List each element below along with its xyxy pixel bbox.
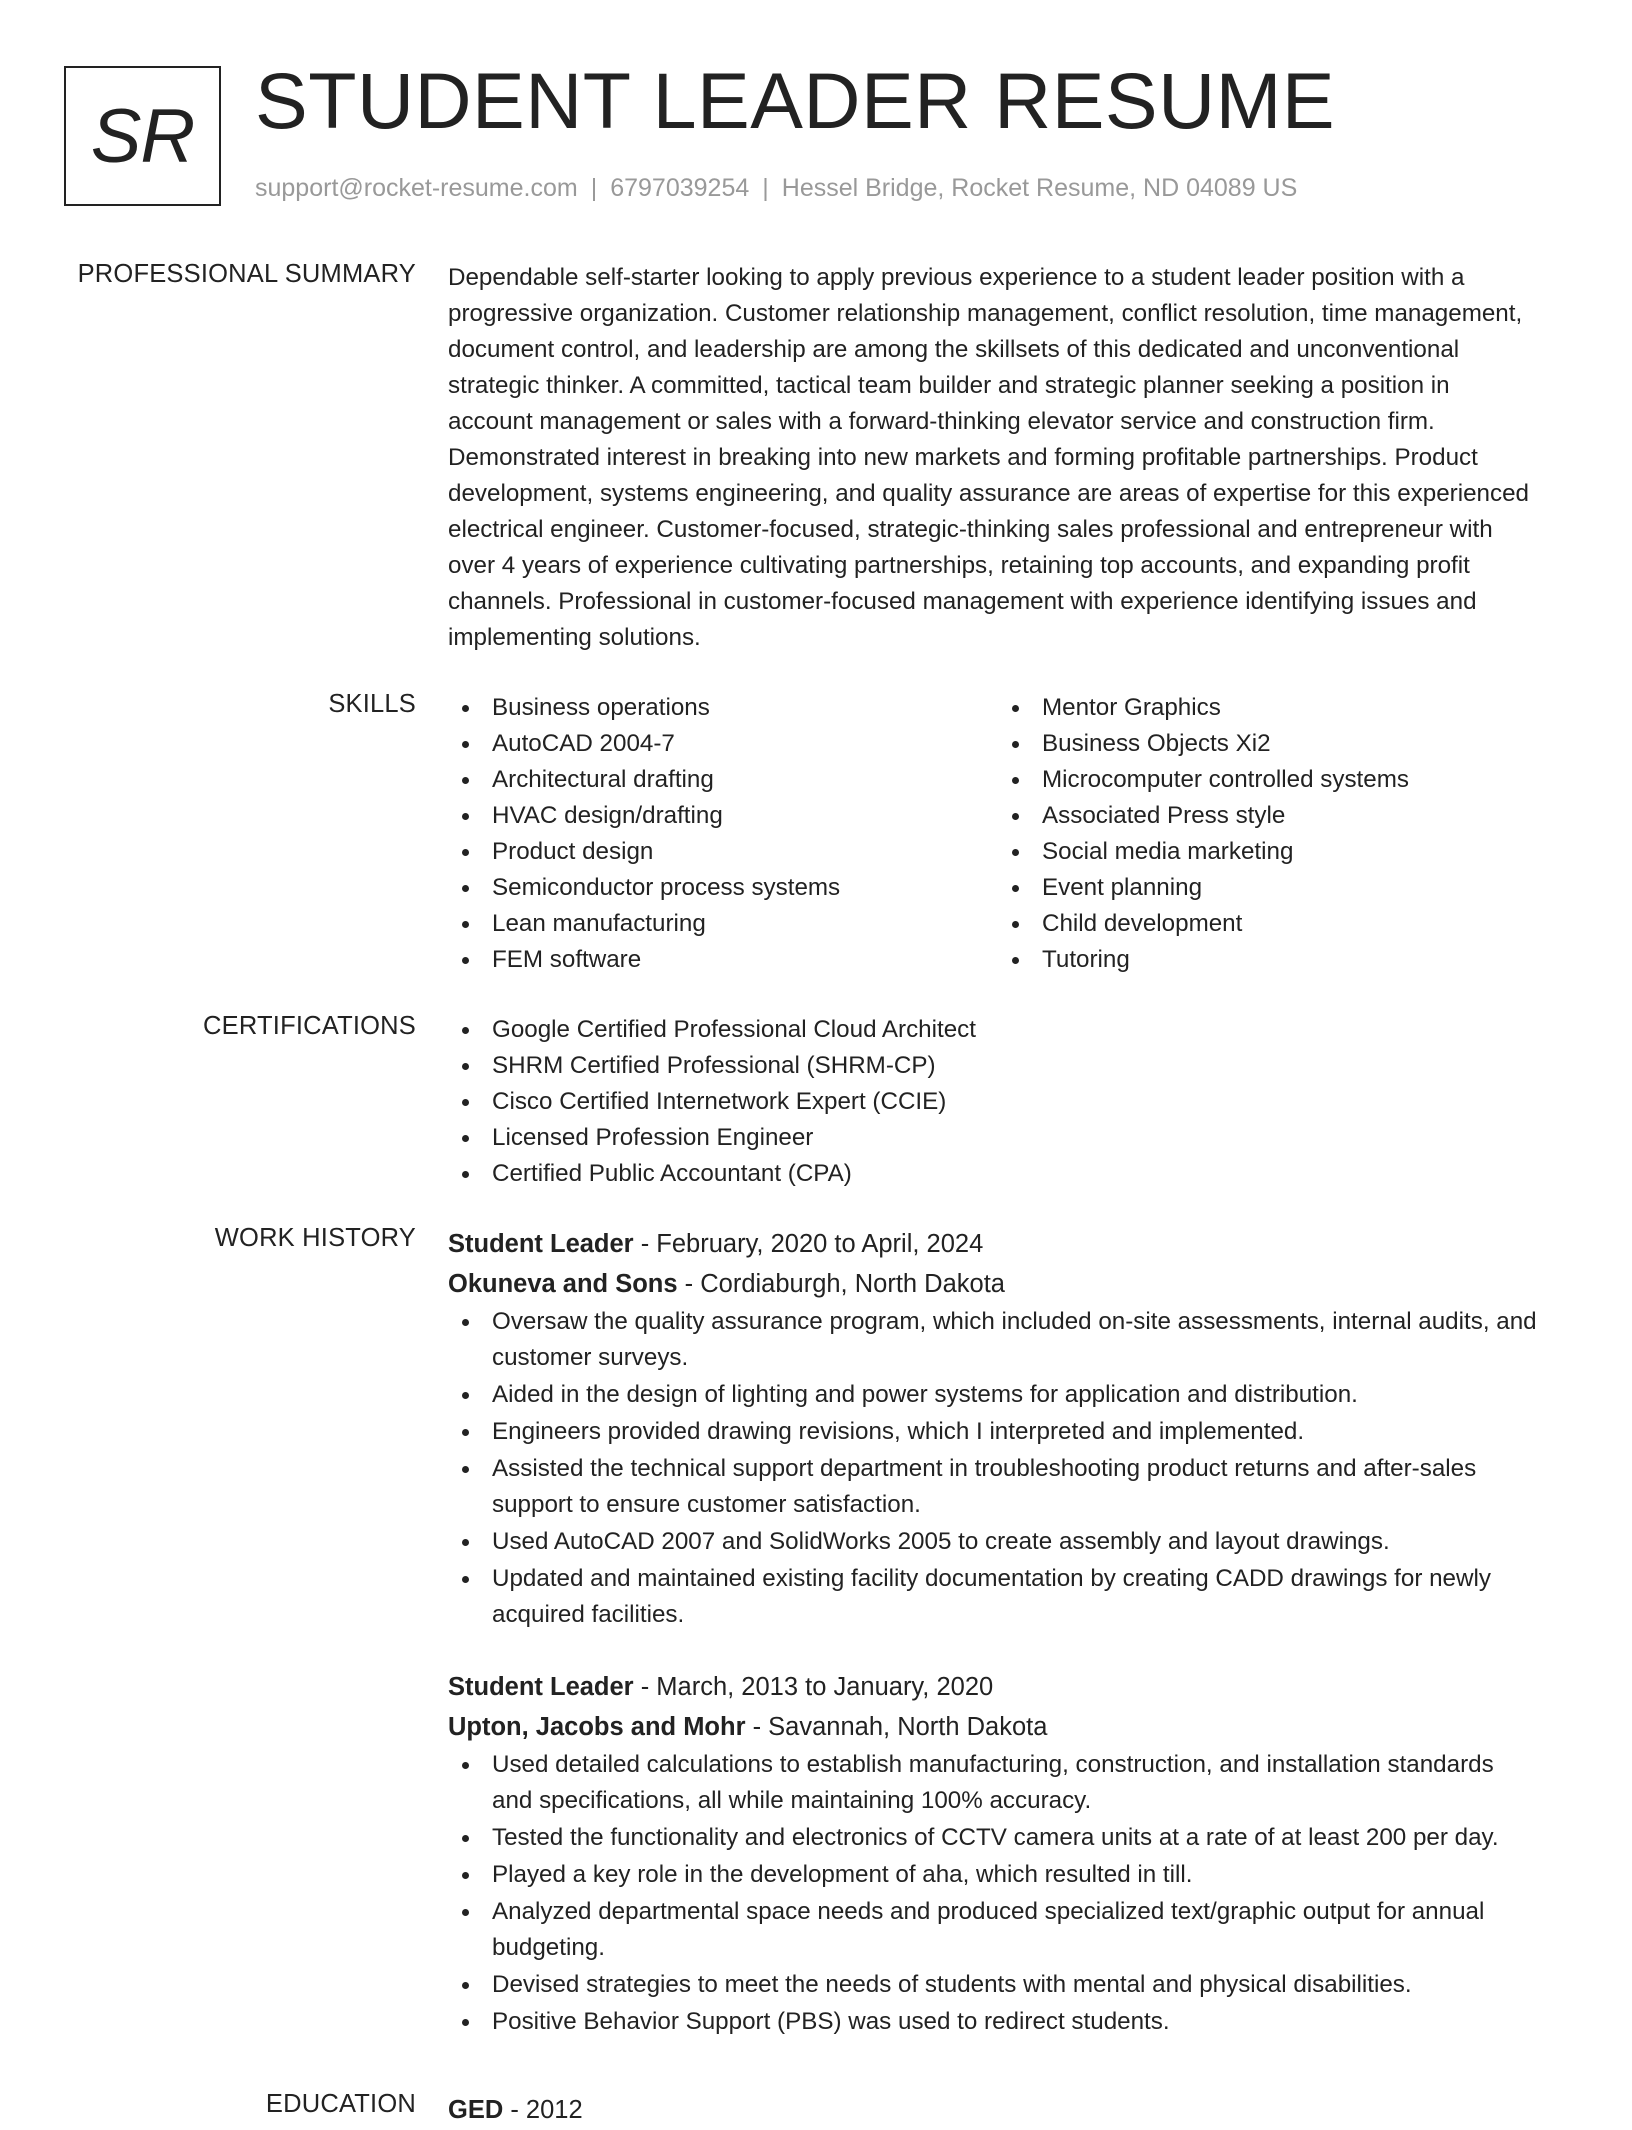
education-degree: GED xyxy=(448,2096,504,2124)
summary-body xyxy=(448,260,1570,656)
job-company: Upton, Jacobs and Mohr xyxy=(448,1713,746,1741)
job-duty-item xyxy=(448,1414,1570,1451)
certification-item: Licensed Profession Engineer xyxy=(448,1120,1570,1156)
skill-item: Child development xyxy=(998,906,1409,942)
duty-line: Analyzed departmental space needs and produced specialized text/graphic output for annual xyxy=(492,1898,1485,1925)
job-title: Student Leader xyxy=(448,1230,634,1258)
summary-line: document control, and leadership are among the skillsets of this dedicated and unconventional xyxy=(448,336,1460,363)
job-company: Okuneva and Sons xyxy=(448,1270,678,1298)
summary-line: account management or sales with a forward-thinking elevator service and construction firm. xyxy=(448,408,1435,435)
skill-item: Microcomputer controlled systems xyxy=(998,762,1409,798)
job-location: - Cordiaburgh, North Dakota xyxy=(677,1270,1005,1298)
job-duty-item xyxy=(448,1967,1570,2004)
section-heading: CERTIFICATIONS xyxy=(203,1012,416,1040)
section-heading: SKILLS xyxy=(328,690,416,718)
job-company-line xyxy=(448,1264,1570,1304)
summary-line: electrical engineer. Customer-focused, strategic-thinking sales professional and entrepreneur with xyxy=(448,516,1493,543)
job-entry xyxy=(448,1224,1570,1634)
job-title-line xyxy=(448,1224,1570,1264)
duty-line: Engineers provided drawing revisions, which I interpreted and implemented. xyxy=(492,1418,1305,1445)
job-title: Student Leader xyxy=(448,1673,634,1701)
skill-item: Business operations xyxy=(448,690,840,726)
certification-item: SHRM Certified Professional (SHRM-CP) xyxy=(448,1048,1570,1084)
duty-line: Positive Behavior Support (PBS) was used to redirect students. xyxy=(492,2008,1170,2035)
section-heading: EDUCATION xyxy=(265,2090,416,2118)
duty-line: Oversaw the quality assurance program, which included on-site assessments, internal audits, and xyxy=(492,1308,1537,1335)
summary-line: over 4 years of experience cultivating partnerships, retaining top accounts, and expanding profit xyxy=(448,552,1470,579)
skill-item: HVAC design/drafting xyxy=(448,798,840,834)
skill-item: Associated Press style xyxy=(998,798,1409,834)
job-duties-list xyxy=(448,1304,1570,1634)
duty-line: Used AutoCAD 2007 and SolidWorks 2005 to create assembly and layout drawings. xyxy=(492,1528,1390,1555)
summary-line: Demonstrated interest in breaking into new markets and forming profitable partnerships. Product xyxy=(448,444,1478,471)
contact-separator: | xyxy=(590,174,598,202)
job-dates: - March, 2013 to January, 2020 xyxy=(633,1673,994,1701)
job-duty-item xyxy=(448,1747,1570,1820)
job-entry xyxy=(448,1667,1570,2041)
duty-line: Aided in the design of lighting and power systems for application and distribution. xyxy=(492,1381,1358,1408)
contact-address: Hessel Bridge, Rocket Resume, ND 04089 US xyxy=(781,174,1298,202)
duty-line: and specifications, all while maintaining 100% accuracy. xyxy=(492,1787,1092,1814)
job-duty-item xyxy=(448,1377,1570,1414)
contact-phone[interactable]: 6797039254 xyxy=(610,174,750,202)
job-duty-item xyxy=(448,1561,1570,1634)
duty-line: support to ensure customer satisfaction. xyxy=(492,1491,921,1518)
skill-item: Event planning xyxy=(998,870,1409,906)
summary-line: progressive organization. Customer relationship management, conflict resolution, time management, xyxy=(448,300,1523,327)
job-duty-item xyxy=(448,1857,1570,1894)
duty-line: acquired facilities. xyxy=(492,1601,685,1628)
duty-line: Assisted the technical support department in troubleshooting product returns and after-sales xyxy=(492,1455,1477,1482)
duty-line: Tested the functionality and electronics of CCTV camera units at a rate of at least 200 per day. xyxy=(492,1824,1499,1851)
section-heading: PROFESSIONAL SUMMARY xyxy=(77,260,416,288)
skill-item: Social media marketing xyxy=(998,834,1409,870)
contact-email[interactable]: support@rocket-resume.com xyxy=(255,174,578,202)
job-duty-item xyxy=(448,1524,1570,1561)
job-duty-item xyxy=(448,1894,1570,1967)
certification-item: Cisco Certified Internetwork Expert (CCIE) xyxy=(448,1084,1570,1120)
skill-item: Mentor Graphics xyxy=(998,690,1409,726)
contact-line xyxy=(255,174,1297,203)
skills-list-right xyxy=(998,690,1409,978)
skill-item: Architectural drafting xyxy=(448,762,840,798)
certification-item: Certified Public Accountant (CPA) xyxy=(448,1156,1570,1192)
duty-line: Updated and maintained existing facility documentation by creating CADD drawings for newly xyxy=(492,1565,1491,1592)
duty-line: customer surveys. xyxy=(492,1344,689,1371)
certifications-list xyxy=(448,1012,1570,1192)
skill-item: Business Objects Xi2 xyxy=(998,726,1409,762)
skill-item: Lean manufacturing xyxy=(448,906,840,942)
summary-line: Dependable self-starter looking to apply previous experience to a student leader position with a xyxy=(448,264,1465,291)
skills-list-left xyxy=(448,690,840,978)
contact-separator: | xyxy=(762,174,769,202)
skill-item: AutoCAD 2004-7 xyxy=(448,726,840,762)
summary-line: implementing solutions. xyxy=(448,624,701,651)
skill-item: Tutoring xyxy=(998,942,1409,978)
job-company-line xyxy=(448,1707,1570,1747)
education-year: - 2012 xyxy=(503,2096,583,2124)
job-duty-item xyxy=(448,1820,1570,1857)
section-heading: WORK HISTORY xyxy=(214,1224,416,1252)
duty-line: budgeting. xyxy=(492,1934,605,1961)
job-duty-item xyxy=(448,1451,1570,1524)
duty-line: Used detailed calculations to establish manufacturing, construction, and installation standards xyxy=(492,1751,1494,1778)
duty-line: Played a key role in the development of aha, which resulted in till. xyxy=(492,1861,1193,1888)
education-entry xyxy=(448,2090,1570,2130)
resume-title: STUDENT LEADER RESUME xyxy=(255,56,1336,145)
job-duties-list xyxy=(448,1747,1570,2041)
monogram: SR xyxy=(64,66,221,206)
summary-line: development, systems engineering, and quality assurance are areas of expertise for this experienced xyxy=(448,480,1529,507)
job-location: - Savannah, North Dakota xyxy=(745,1713,1048,1741)
job-dates: - February, 2020 to April, 2024 xyxy=(633,1230,984,1258)
job-duty-item xyxy=(448,2004,1570,2041)
duty-line: Devised strategies to meet the needs of students with mental and physical disabilities. xyxy=(492,1971,1412,1998)
skill-item: Product design xyxy=(448,834,840,870)
job-duty-item xyxy=(448,1304,1570,1377)
work-history-body xyxy=(448,1224,1570,2041)
summary-line: channels. Professional in customer-focused management with experience identifying issues and xyxy=(448,588,1477,615)
skill-item: FEM software xyxy=(448,942,840,978)
skill-item: Semiconductor process systems xyxy=(448,870,840,906)
job-title-line xyxy=(448,1667,1570,1707)
summary-line: strategic thinker. A committed, tactical team builder and strategic planner seeking a position in xyxy=(448,372,1450,399)
certification-item: Google Certified Professional Cloud Architect xyxy=(448,1012,1570,1048)
